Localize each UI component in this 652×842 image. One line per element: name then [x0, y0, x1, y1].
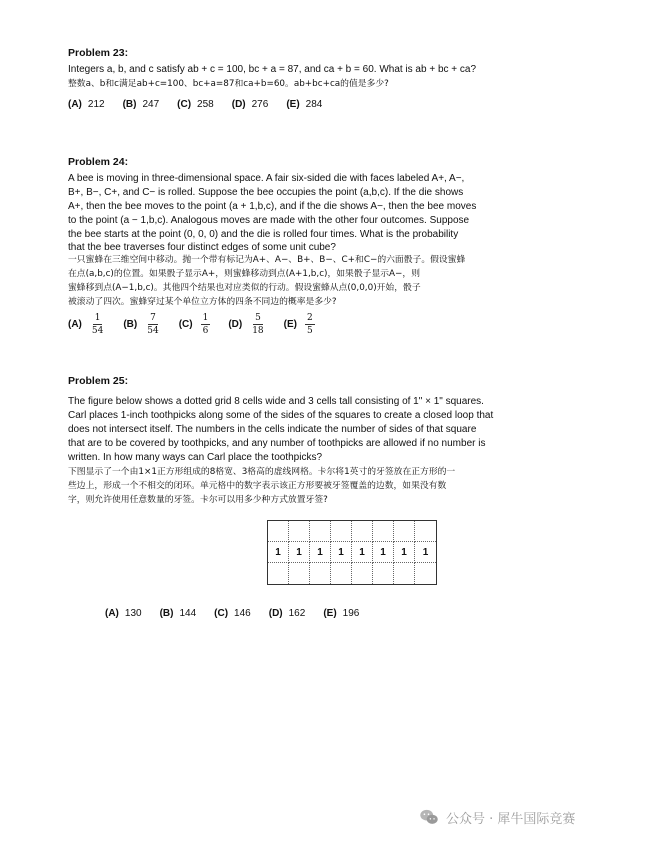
grid-cell — [352, 563, 373, 584]
grid-cell — [289, 563, 310, 584]
grid-cell — [415, 521, 436, 542]
grid-cell-number: 1 — [394, 542, 415, 563]
grid-cell — [394, 563, 415, 584]
problem-24-choices — [68, 313, 558, 336]
answer-choice: (D) 276 — [231, 99, 269, 110]
answer-choice: (D) $\frac{5}{18}$ — [228, 313, 264, 336]
problem-24-line: the bee starts at the point (0, 0, 0) and the die is rolled four times. What is the probability — [68, 229, 459, 240]
problem-24-line-zh: 在点(a,b,c)的位置。如果骰子显示A+，则蜜蜂移动到点(A+1,b,c)，如果骰子显示A−，则 — [68, 269, 421, 279]
problem-24-line: A+, then the bee moves to the point (a + 1,b,c), and if the die shows A−, then the bee moves — [68, 201, 477, 212]
problem-25-line: The figure below shows a dotted grid 8 cells wide and 3 cells tall consisting of 1" × 1" squares. — [68, 396, 484, 407]
answer-choice: (D) 162 — [268, 608, 306, 619]
answer-choice: (E) 196 — [323, 608, 360, 619]
grid-cell — [310, 521, 331, 542]
problem-24 — [68, 156, 558, 336]
grid-cell — [394, 521, 415, 542]
problem-25-line: does not intersect itself. The numbers in the cells indicate the number of sides of that square — [68, 424, 477, 435]
grid-cell — [415, 563, 436, 584]
problem-23-text-en: Integers a, b, and c satisfy ab + c = 100, bc + a = 87, and ca + b = 60. What is ab + bc + ca? — [68, 64, 477, 75]
problem-24-line: B+, B−, C+, and C− is rolled. Suppose the bee occupies the point (a,b,c). If the die shows — [68, 187, 464, 198]
problem-24-title: Problem 24: — [68, 156, 129, 168]
problem-25-line-zh: 下图显示了一个由1×1正方形组成的8格宽、3格高的虚线网格。卡尔将1英寸的牙签放在正方形的一 — [68, 467, 456, 477]
grid-cell — [268, 563, 289, 584]
grid-cell — [268, 521, 289, 542]
answer-choice: (B) $\frac{7}{54}$ — [123, 313, 159, 336]
grid-cell-number: 1 — [373, 542, 394, 563]
grid-cell-number: 1 — [352, 542, 373, 563]
dotted-grid — [267, 520, 437, 585]
problem-25-line-zh: 些边上，形成一个不相交的闭环。单元格中的数字表示该正方形要被牙签覆盖的边数，如果没有数 — [68, 481, 447, 491]
answer-choice: (C) 258 — [177, 99, 214, 110]
grid-cell — [310, 563, 331, 584]
grid-cell — [352, 521, 373, 542]
grid-cell — [289, 521, 310, 542]
problem-25-line: written. In how many ways can Carl place the toothpicks? — [68, 452, 323, 463]
problem-25-choices — [105, 608, 359, 619]
grid-cell-number: 1 — [415, 542, 436, 563]
wechat-icon — [418, 806, 440, 828]
watermark — [418, 806, 575, 828]
grid-cell — [373, 563, 394, 584]
grid-cell — [373, 521, 394, 542]
grid-cell-number: 1 — [289, 542, 310, 563]
answer-choice: (C) $\frac{1}{6}$ — [178, 313, 209, 336]
answer-choice: (C) 146 — [214, 608, 251, 619]
watermark-text: 公众号 · 犀牛国际竞赛 — [446, 811, 576, 827]
problem-23-title: Problem 23: — [68, 47, 129, 59]
grid-cell-number: 1 — [310, 542, 331, 563]
problem-24-line-zh: 蜜蜂移到点(A−1,b,c)。其他四个结果也对应类似的行动。假设蜜蜂从点(0,0,0)开始，骰子 — [68, 283, 421, 293]
answer-choice: (A) $\frac{1}{54}$ — [68, 313, 104, 336]
answer-choice: (A) 130 — [105, 608, 142, 619]
answer-choice: (E) $\frac{2}{5}$ — [283, 313, 313, 336]
problem-25-line-zh: 字，则允许使用任意数量的牙签。卡尔可以用多少种方式放置牙签? — [68, 495, 328, 505]
problem-25-line: Carl places 1-inch toothpicks along some of the sides of the squares to create a closed loop that — [68, 410, 494, 421]
problem-23-text-zh: 整数a、b和c满足ab+c=100、bc+a=87和ca+b=60。ab+bc+ca的值是多少? — [68, 79, 389, 89]
problem-23-choices — [68, 99, 558, 110]
problem-25-line: that are to be covered by toothpicks, and any number of toothpicks are allowed if no number is — [68, 438, 486, 449]
grid-cell-number: 1 — [331, 542, 352, 563]
problem-24-line: to the point (a − 1,b,c). Analogous moves are made with the other four outcomes. Suppose — [68, 215, 470, 226]
answer-choice: (A) 212 — [68, 99, 105, 110]
grid-cell — [331, 563, 352, 584]
problem-24-line-zh: 一只蜜蜂在三维空间中移动。抛一个带有标记为A+、A−、B+、B−、C+和C−的六面骰子。假设蜜蜂 — [68, 255, 466, 265]
grid-cell-number: 1 — [268, 542, 289, 563]
problem-24-line-zh: 被滚动了四次。蜜蜂穿过某个单位立方体的四条不同边的概率是多少? — [68, 297, 337, 307]
problem-25-title: Problem 25: — [68, 375, 129, 387]
grid-cell — [331, 521, 352, 542]
problem-23 — [68, 47, 558, 110]
problem-25 — [68, 375, 568, 507]
answer-choice: (B) 144 — [159, 608, 197, 619]
toothpick-grid-figure — [267, 520, 437, 585]
problem-24-line: that the bee traverses four distinct edges of some unit cube? — [68, 242, 336, 253]
answer-choice: (E) 284 — [286, 99, 323, 110]
answer-choice: (B) 247 — [122, 99, 160, 110]
problem-24-line: A bee is moving in three-dimensional space. A fair six-sided die with faces labeled A+, A−, — [68, 173, 465, 184]
